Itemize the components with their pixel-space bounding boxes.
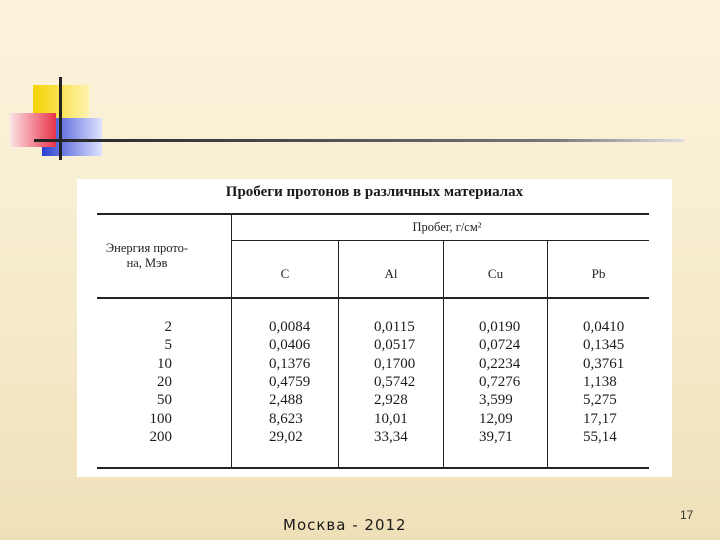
energy-cell: 50 — [157, 392, 172, 409]
table-title: Пробеги протонов в различных материалах — [225, 184, 524, 200]
value-cell: 0,4759 — [269, 373, 311, 390]
horizontal-rule — [34, 139, 684, 142]
footer-text: Москва - 2012 — [283, 516, 407, 534]
decorative-squares-graphic — [0, 0, 720, 170]
value-cell: 0,0190 — [479, 319, 521, 335]
top-rule — [97, 213, 649, 215]
energy-cell: 200 — [149, 428, 172, 445]
value-cell: 39,71 — [479, 428, 513, 445]
value-cell: 0,2234 — [479, 355, 521, 372]
energy-header — [97, 241, 197, 271]
value-cell: 5,275 — [583, 392, 617, 409]
material-header-pb: Pb — [591, 266, 606, 281]
value-cell: 0,0724 — [479, 337, 521, 354]
range-header: Пробег, г/см² — [412, 220, 482, 234]
energy-header-line2: на, Мэв — [126, 256, 168, 270]
subheader-rule — [232, 240, 649, 241]
value-cell: 55,14 — [583, 428, 617, 445]
value-cell: 3,599 — [479, 392, 513, 409]
value-cell: 8,623 — [269, 410, 303, 427]
value-cell: 10,01 — [374, 410, 408, 427]
value-cell: 2,928 — [374, 392, 408, 409]
material-header-cu: Cu — [487, 266, 504, 281]
value-cell: 12,09 — [479, 410, 513, 427]
value-cell: 2,488 — [269, 392, 303, 409]
value-cell: 0,1376 — [269, 355, 311, 372]
energy-cell: 20 — [157, 373, 172, 390]
value-cell: 0,0410 — [583, 319, 625, 335]
value-cell: 0,7276 — [479, 373, 521, 390]
value-cell: 0,1700 — [374, 355, 416, 372]
value-cell: 29,02 — [269, 428, 303, 445]
proton-range-table-image — [77, 179, 672, 477]
value-cell: 0,0517 — [374, 337, 416, 354]
value-cell: 0,5742 — [374, 373, 416, 390]
value-cell: 0,0406 — [269, 337, 311, 354]
col-divider-1 — [231, 215, 232, 468]
bottom-rule — [97, 467, 649, 469]
energy-cell: 5 — [164, 337, 172, 354]
energy-cell: 100 — [149, 410, 172, 427]
header-bottom-rule — [97, 297, 649, 299]
value-cell: 0,3761 — [583, 355, 625, 372]
value-cell: 0,0115 — [374, 319, 415, 335]
value-cell: 0,0084 — [269, 319, 311, 335]
energy-header-line1: Энергия прото- — [105, 241, 189, 255]
page-number: 17 — [680, 508, 694, 522]
vertical-rule — [59, 77, 62, 160]
value-cell: 1,138 — [583, 373, 617, 390]
energy-cell: 10 — [157, 355, 172, 372]
energy-cell: 2 — [164, 319, 172, 335]
value-cell: 33,34 — [374, 428, 408, 445]
material-header-al: Al — [384, 266, 398, 281]
value-cell: 17,17 — [583, 410, 617, 427]
value-cell: 0,1345 — [583, 337, 625, 354]
material-header-c: C — [280, 266, 290, 281]
